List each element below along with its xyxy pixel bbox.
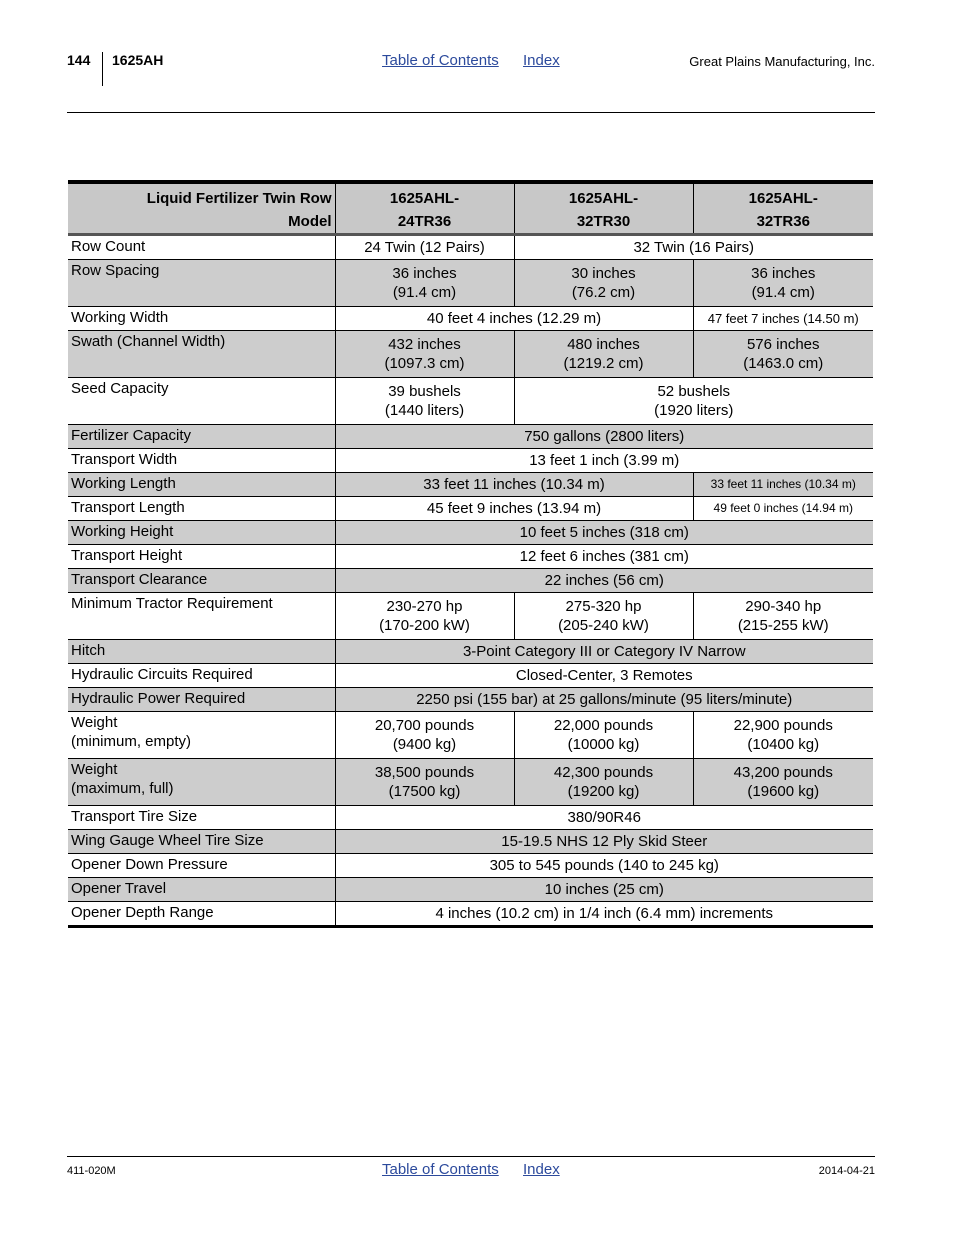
cell-text: 30 inches [571,265,636,282]
cell-text: (170-200 kW) [379,617,470,634]
footer-rule [67,1156,875,1157]
table-row [68,545,873,569]
row-label [68,806,335,830]
row-label [68,902,335,927]
row-label [68,664,335,688]
table-cell [335,593,514,640]
cell-text: (9400 kg) [392,736,457,753]
cell-text: Closed-Center, 3 Remotes [515,667,693,684]
company-name: Great Plains Manufacturing, Inc. [689,54,875,69]
row-label-text: Swath (Channel Width) [71,333,226,350]
header-model-label: Model [288,213,332,230]
row-label-text: Wing Gauge Wheel Tire Size [71,832,264,849]
cell-text: 2250 psi (155 bar) at 25 gallons/minute (95 liters/minute) [416,691,793,708]
column-header [514,182,693,235]
row-label-text: Transport Width [71,451,178,468]
cell-text: 32 Twin (16 Pairs) [633,239,755,256]
row-label [68,878,335,902]
table-cell [693,593,873,640]
cell-text: 39 bushels [388,383,461,400]
cell-text: 750 gallons (2800 liters) [524,428,685,445]
cell-text: 33 feet 11 inches (10.34 m) [423,476,605,493]
table-row [68,521,873,545]
cell-text: (1440 liters) [384,402,465,419]
row-label-text: Fertilizer Capacity [71,427,192,444]
cell-text: (1097.3 cm) [384,355,465,372]
table-cell [514,260,693,307]
row-label [68,260,335,307]
cell-text: 230-270 hp [386,598,463,615]
table-cell [335,521,873,545]
table-of-contents-link[interactable]: Table of Contents [382,52,499,69]
header-rule [67,112,875,113]
cell-text: (1920 liters) [654,402,734,419]
table-cell [514,759,693,806]
header-separator [102,52,103,86]
table-cell [335,712,514,759]
cell-text: 38,500 pounds [374,764,475,781]
cell-text: (91.4 cm) [392,284,457,301]
table-cell [335,854,873,878]
cell-text: 24 Twin (12 Pairs) [364,239,485,256]
table-row [68,830,873,854]
row-label-text: Opener Travel [71,880,167,897]
row-label-text: Row Count [71,238,146,255]
cell-text: 36 inches [392,265,457,282]
table-cell [335,307,693,331]
publication-date: 2014-04-21 [818,1165,875,1177]
row-label [68,307,335,331]
table-row [68,307,873,331]
row-label-text: Transport Height [71,547,183,564]
table-cell [335,497,693,521]
row-label-text: (maximum, full) [71,780,174,797]
cell-text: (19600 kg) [747,783,820,800]
row-label [68,497,335,521]
row-label [68,854,335,878]
cell-text: 10 feet 5 inches (318 cm) [519,524,689,541]
row-label [68,378,335,425]
row-label-text: Working Width [71,309,169,326]
table-cell [693,331,873,378]
row-label [68,449,335,473]
table-row [68,806,873,830]
table-cell [693,759,873,806]
row-label-text: Hydraulic Power Required [71,690,246,707]
row-label-text: Transport Clearance [71,571,208,588]
model-header [68,182,335,235]
cell-text: (19200 kg) [567,783,640,800]
row-label-text: Weight [71,714,118,731]
table-row [68,593,873,640]
table-row [68,878,873,902]
row-label [68,712,335,759]
row-label [68,640,335,664]
table-row [68,688,873,712]
cell-text: 49 feet 0 inches (14.94 m) [713,501,853,515]
cell-text: (10000 kg) [567,736,640,753]
table-cell [335,664,873,688]
cell-text: 3-Point Category III or Category IV Narrow [462,643,746,660]
table-row [68,235,873,260]
table-cell [335,806,873,830]
column-header-line: 1625AHL- [748,190,818,207]
cell-text: (17500 kg) [388,783,461,800]
cell-text: 480 inches [567,336,640,353]
table-cell [335,640,873,664]
table-cell [335,449,873,473]
table-cell [514,331,693,378]
column-header-line: 32TR30 [576,213,631,230]
table-row [68,260,873,307]
cell-text: 576 inches [746,336,820,353]
table-cell [335,235,514,260]
table-cell [693,497,873,521]
cell-text: 275-320 hp [565,598,642,615]
row-label-text: Opener Down Pressure [71,856,228,873]
table-cell [514,712,693,759]
row-label-text: Seed Capacity [71,380,169,397]
table-cell [514,378,873,425]
page-number: 144 [67,52,91,68]
row-label [68,235,335,260]
cell-text: 47 feet 7 inches (14.50 m) [707,311,859,326]
row-label [68,688,335,712]
row-label-text: Working Length [71,475,176,492]
cell-text: 10 inches (25 cm) [544,881,664,898]
cell-text: 22 inches (56 cm) [544,572,664,589]
cell-text: 290-340 hp [745,598,822,615]
table-cell [335,473,693,497]
table-cell [335,878,873,902]
table-row [68,902,873,927]
row-label [68,545,335,569]
cell-text: (10400 kg) [747,736,820,753]
cell-text: 42,300 pounds [553,764,654,781]
table-cell [335,378,514,425]
index-link[interactable]: Index [523,1161,560,1178]
cell-text: 4 inches (10.2 cm) in 1/4 inch (6.4 mm) increments [435,905,774,922]
document-number: 411-020M [67,1165,116,1177]
cell-text: 43,200 pounds [733,764,833,781]
row-label-text: Hydraulic Circuits Required [71,666,253,683]
header-title: Liquid Fertilizer Twin Row [146,190,332,207]
table-cell [693,712,873,759]
cell-text: 13 feet 1 inch (3.99 m) [529,452,680,469]
cell-text: (1463.0 cm) [743,355,824,372]
row-label-text: (minimum, empty) [71,733,192,750]
table-row [68,712,873,759]
table-row [68,378,873,425]
cell-text: 305 to 545 pounds (140 to 245 kg) [489,857,719,874]
cell-text: 45 feet 9 inches (13.94 m) [426,500,602,517]
cell-text: 40 feet 4 inches (12.29 m) [426,310,602,327]
table-row [68,425,873,449]
row-label [68,473,335,497]
column-header-line: 24TR36 [397,213,452,230]
cell-text: (91.4 cm) [751,284,815,301]
table-cell [335,260,514,307]
table-row [68,473,873,497]
table-cell [335,830,873,854]
table-of-contents-link[interactable]: Table of Contents [382,1161,499,1178]
table-row [68,640,873,664]
cell-text: 36 inches [751,265,816,282]
table-cell [693,307,873,331]
table-row [68,569,873,593]
table-cell [335,688,873,712]
table-row [68,497,873,521]
table-row [68,759,873,806]
column-header [335,182,514,235]
cell-text: 22,000 pounds [553,717,654,734]
cell-text: 380/90R46 [567,809,641,826]
row-label [68,331,335,378]
table-cell [693,473,873,497]
table-row [68,854,873,878]
column-header-line: 1625AHL- [389,190,460,207]
table-row [68,331,873,378]
table-row [68,664,873,688]
row-label-text: Opener Depth Range [71,904,214,921]
row-label [68,425,335,449]
cell-text: 22,900 pounds [733,717,833,734]
row-label [68,569,335,593]
column-header-line: 32TR36 [756,213,810,230]
table-cell [514,593,693,640]
row-label-text: Row Spacing [71,262,160,279]
cell-text: (76.2 cm) [571,284,636,301]
row-label [68,593,335,640]
cell-text: 20,700 pounds [374,717,475,734]
row-label-text: Weight [71,761,118,778]
row-label-text: Transport Tire Size [71,808,198,825]
table-header-row [68,182,873,235]
specifications-table [68,180,873,928]
cell-text: 15-19.5 NHS 12 Ply Skid Steer [501,833,708,850]
model-name: 1625AH [112,52,164,68]
row-label [68,521,335,545]
cell-text: 33 feet 11 inches (10.34 m) [710,477,856,491]
row-label-text: Hitch [71,642,106,659]
index-link[interactable]: Index [523,52,560,69]
column-header-line: 1625AHL- [568,190,639,207]
table-cell [335,331,514,378]
row-label-text: Minimum Tractor Requirement [71,595,273,612]
table-cell [335,545,873,569]
cell-text: 432 inches [388,336,461,353]
table-cell [335,759,514,806]
table-cell [335,902,873,927]
table-cell [693,260,873,307]
row-label-text: Working Height [71,523,174,540]
table-cell [335,569,873,593]
row-label-text: Transport Length [71,499,185,516]
cell-text: (205-240 kW) [558,617,649,634]
table-cell [335,425,873,449]
row-label [68,830,335,854]
table-row [68,449,873,473]
row-label [68,759,335,806]
table-cell [514,235,873,260]
cell-text: 52 bushels [657,383,731,400]
column-header [693,182,873,235]
cell-text: 12 feet 6 inches (381 cm) [519,548,689,565]
cell-text: (1219.2 cm) [563,355,644,372]
cell-text: (215-255 kW) [737,617,829,634]
